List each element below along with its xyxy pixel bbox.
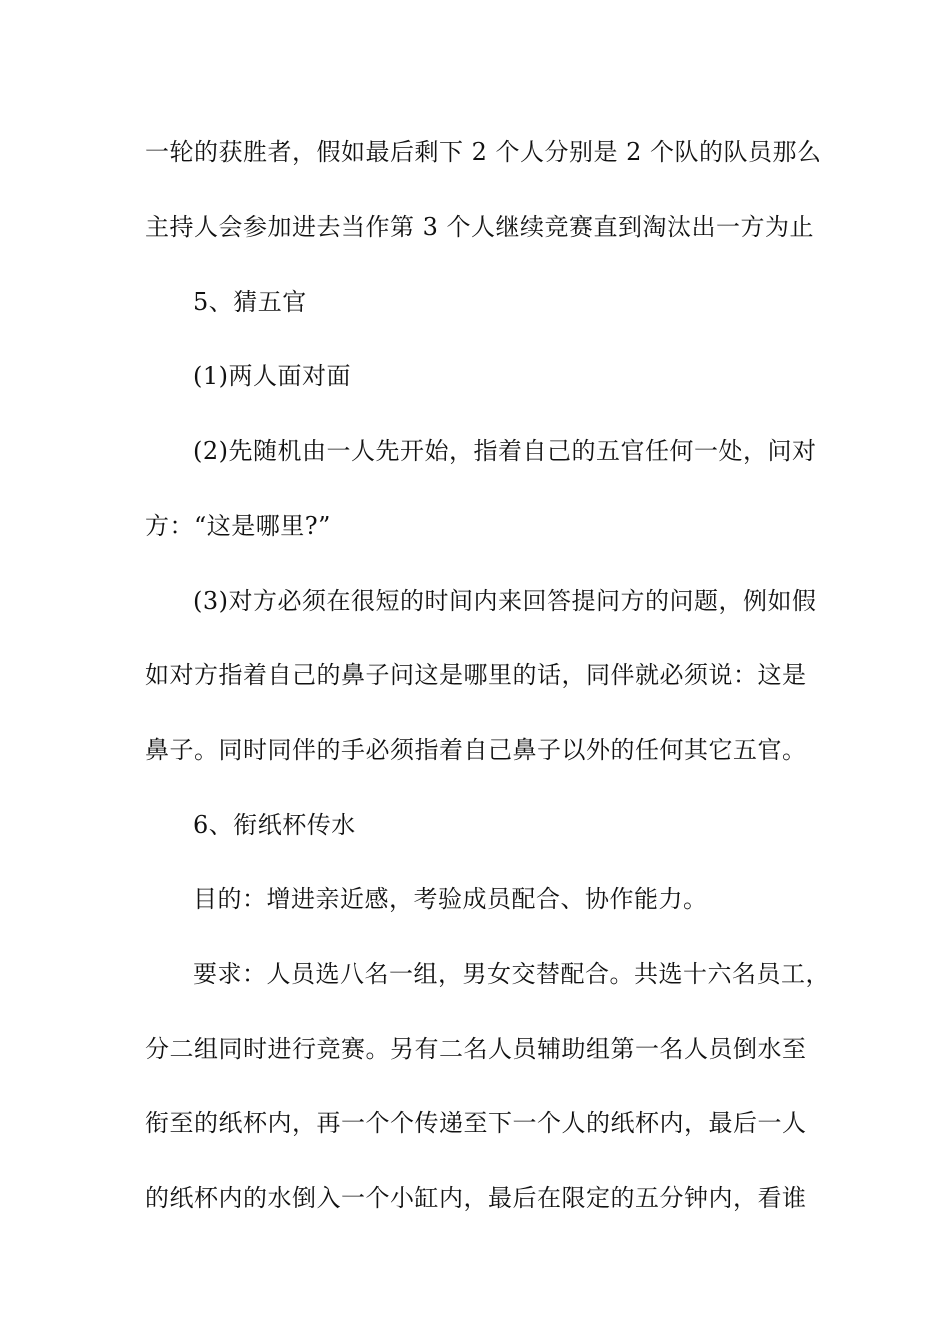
text-line: 如对方指着自己的鼻子问这是哪里的话，同伴就必须说：这是 <box>145 661 807 689</box>
text-line: 衔至的纸杯内，再一个个传递至下一个人的纸杯内，最后一人 <box>145 1109 807 1137</box>
text-line: 方：“这是哪里?” <box>145 512 331 540</box>
text-line: (1)两人面对面 <box>193 362 351 390</box>
text-line: 鼻子。同时同伴的手必须指着自己鼻子以外的任何其它五官。 <box>145 736 807 764</box>
text-line: (2)先随机由一人先开始，指着自己的五官任何一处，问对 <box>193 437 817 465</box>
text-line: (3)对方必须在很短的时间内来回答提问方的问题，例如假 <box>193 587 817 615</box>
text-line: 主持人会参加进去当作第 3 个人继续竞赛直到淘汰出一方为止 <box>145 213 815 241</box>
text-line: 一轮的获胜者，假如最后剩下 2 个人分别是 2 个队的队员那么 <box>145 138 822 166</box>
section-heading: 5、猜五官 <box>193 288 307 316</box>
text-line: 的纸杯内的水倒入一个小缸内，最后在限定的五分钟内，看谁 <box>145 1184 807 1212</box>
text-line: 要求：人员选八名一组，男女交替配合。共选十六名员工， <box>193 960 830 988</box>
text-line: 分二组同时进行竞赛。另有二名人员辅助组第一名人员倒水至 <box>145 1035 807 1063</box>
text-line: 目的：增进亲近感，考验成员配合、协作能力。 <box>193 885 708 913</box>
section-heading: 6、衔纸杯传水 <box>193 811 356 839</box>
